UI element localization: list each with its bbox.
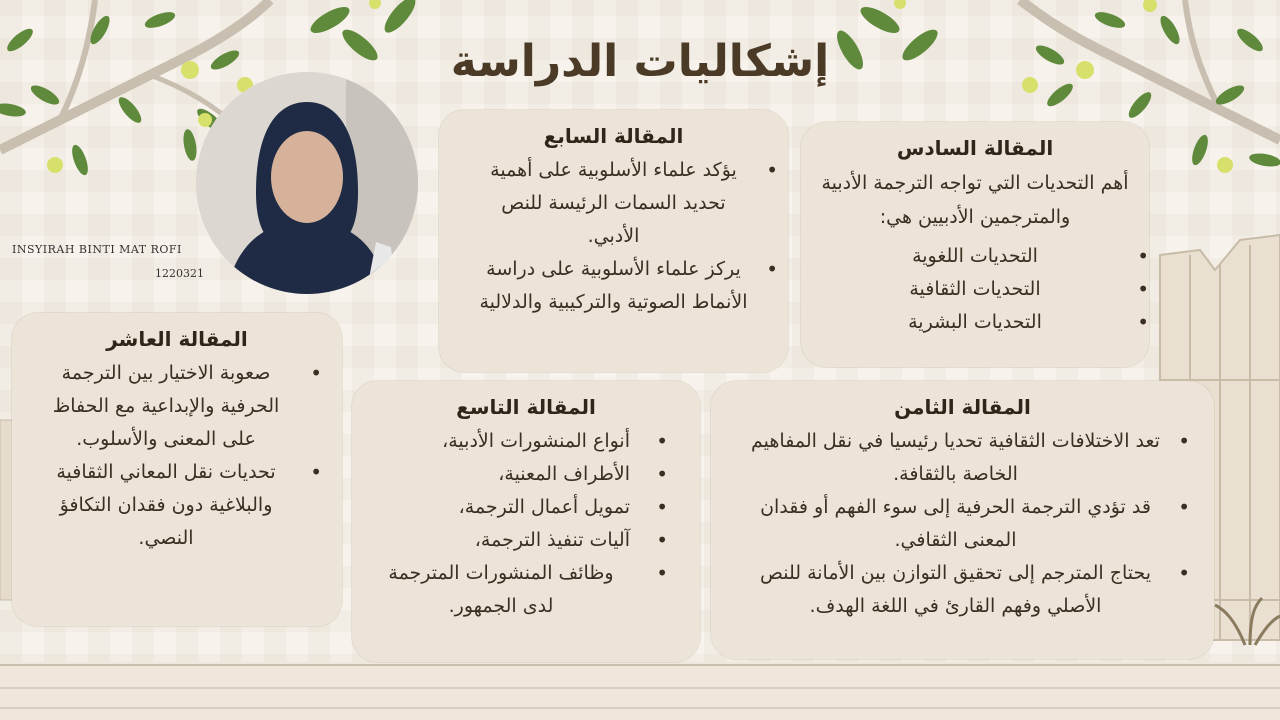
list-item: • يركز علماء الأسلوبية على دراسة الأنماط الصوتية والتركيبية والدلالية bbox=[479, 253, 748, 319]
card-list bbox=[12, 357, 342, 555]
card-article-7 bbox=[439, 110, 788, 372]
list-item: • الأطراف المعنية، bbox=[372, 458, 638, 491]
list-item: • تحديات نقل المعاني الثقافية والبلاغية دون فقدان التكافؤ النصي. bbox=[40, 456, 292, 555]
card-heading: المقالة التاسع bbox=[456, 395, 596, 419]
card-list bbox=[439, 154, 788, 319]
presenter-video-avatar bbox=[196, 72, 418, 294]
list-item: • صعوبة الاختيار بين الترجمة الحرفية والإبداعية مع الحفاظ على المعنى والأسلوب. bbox=[40, 357, 292, 456]
card-list bbox=[711, 425, 1214, 623]
card-article-10 bbox=[12, 313, 342, 626]
list-item: • تعد الاختلافات الثقافية تحديا رئيسيا في نقل المفاهيم الخاصة بالثقافة. bbox=[751, 425, 1160, 491]
list-item: • التحديات الثقافية bbox=[861, 273, 1089, 306]
list-item: • قد تؤدي الترجمة الحرفية إلى سوء الفهم أو فقدان المعنى الثقافي. bbox=[751, 491, 1160, 557]
slide-title: إشكاليات الدراسة bbox=[450, 36, 830, 87]
card-article-6 bbox=[801, 122, 1149, 367]
card-heading: المقالة السابع bbox=[543, 124, 684, 148]
list-item: • التحديات البشرية bbox=[861, 306, 1089, 339]
list-item: • التحديات اللغوية bbox=[861, 240, 1089, 273]
card-heading: المقالة الثامن bbox=[894, 395, 1031, 419]
list-item: • وظائف المنشورات المترجمة لدى الجمهور. bbox=[372, 557, 638, 623]
list-item: • تمويل أعمال الترجمة، bbox=[372, 491, 638, 524]
card-heading: المقالة العاشر bbox=[106, 327, 248, 351]
card-article-8 bbox=[711, 381, 1214, 659]
list-item: • أنواع المنشورات الأدبية، bbox=[372, 425, 638, 458]
list-item: • يحتاج المترجم إلى تحقيق التوازن بين الأمانة للنص الأصلي وفهم القارئ في اللغة الهدف. bbox=[751, 557, 1160, 623]
card-article-9 bbox=[352, 381, 700, 662]
list-item: • يؤكد علماء الأسلوبية على أهمية تحديد السمات الرئيسة للنص الأدبي. bbox=[479, 154, 748, 253]
presenter-id: 1220321 bbox=[155, 267, 204, 280]
card-list bbox=[352, 425, 700, 623]
card-intro: أهم التحديات التي تواجه الترجمة الأدبية والمترجمين الأدبيين هي: bbox=[821, 172, 1129, 228]
card-list bbox=[801, 240, 1149, 339]
presenter-name: INSYIRAH BINTI MAT ROFI bbox=[12, 243, 182, 256]
floor-illustration bbox=[0, 662, 1280, 720]
card-heading: المقالة السادس bbox=[896, 136, 1054, 160]
list-item: • آليات تنفيذ الترجمة، bbox=[372, 524, 638, 557]
